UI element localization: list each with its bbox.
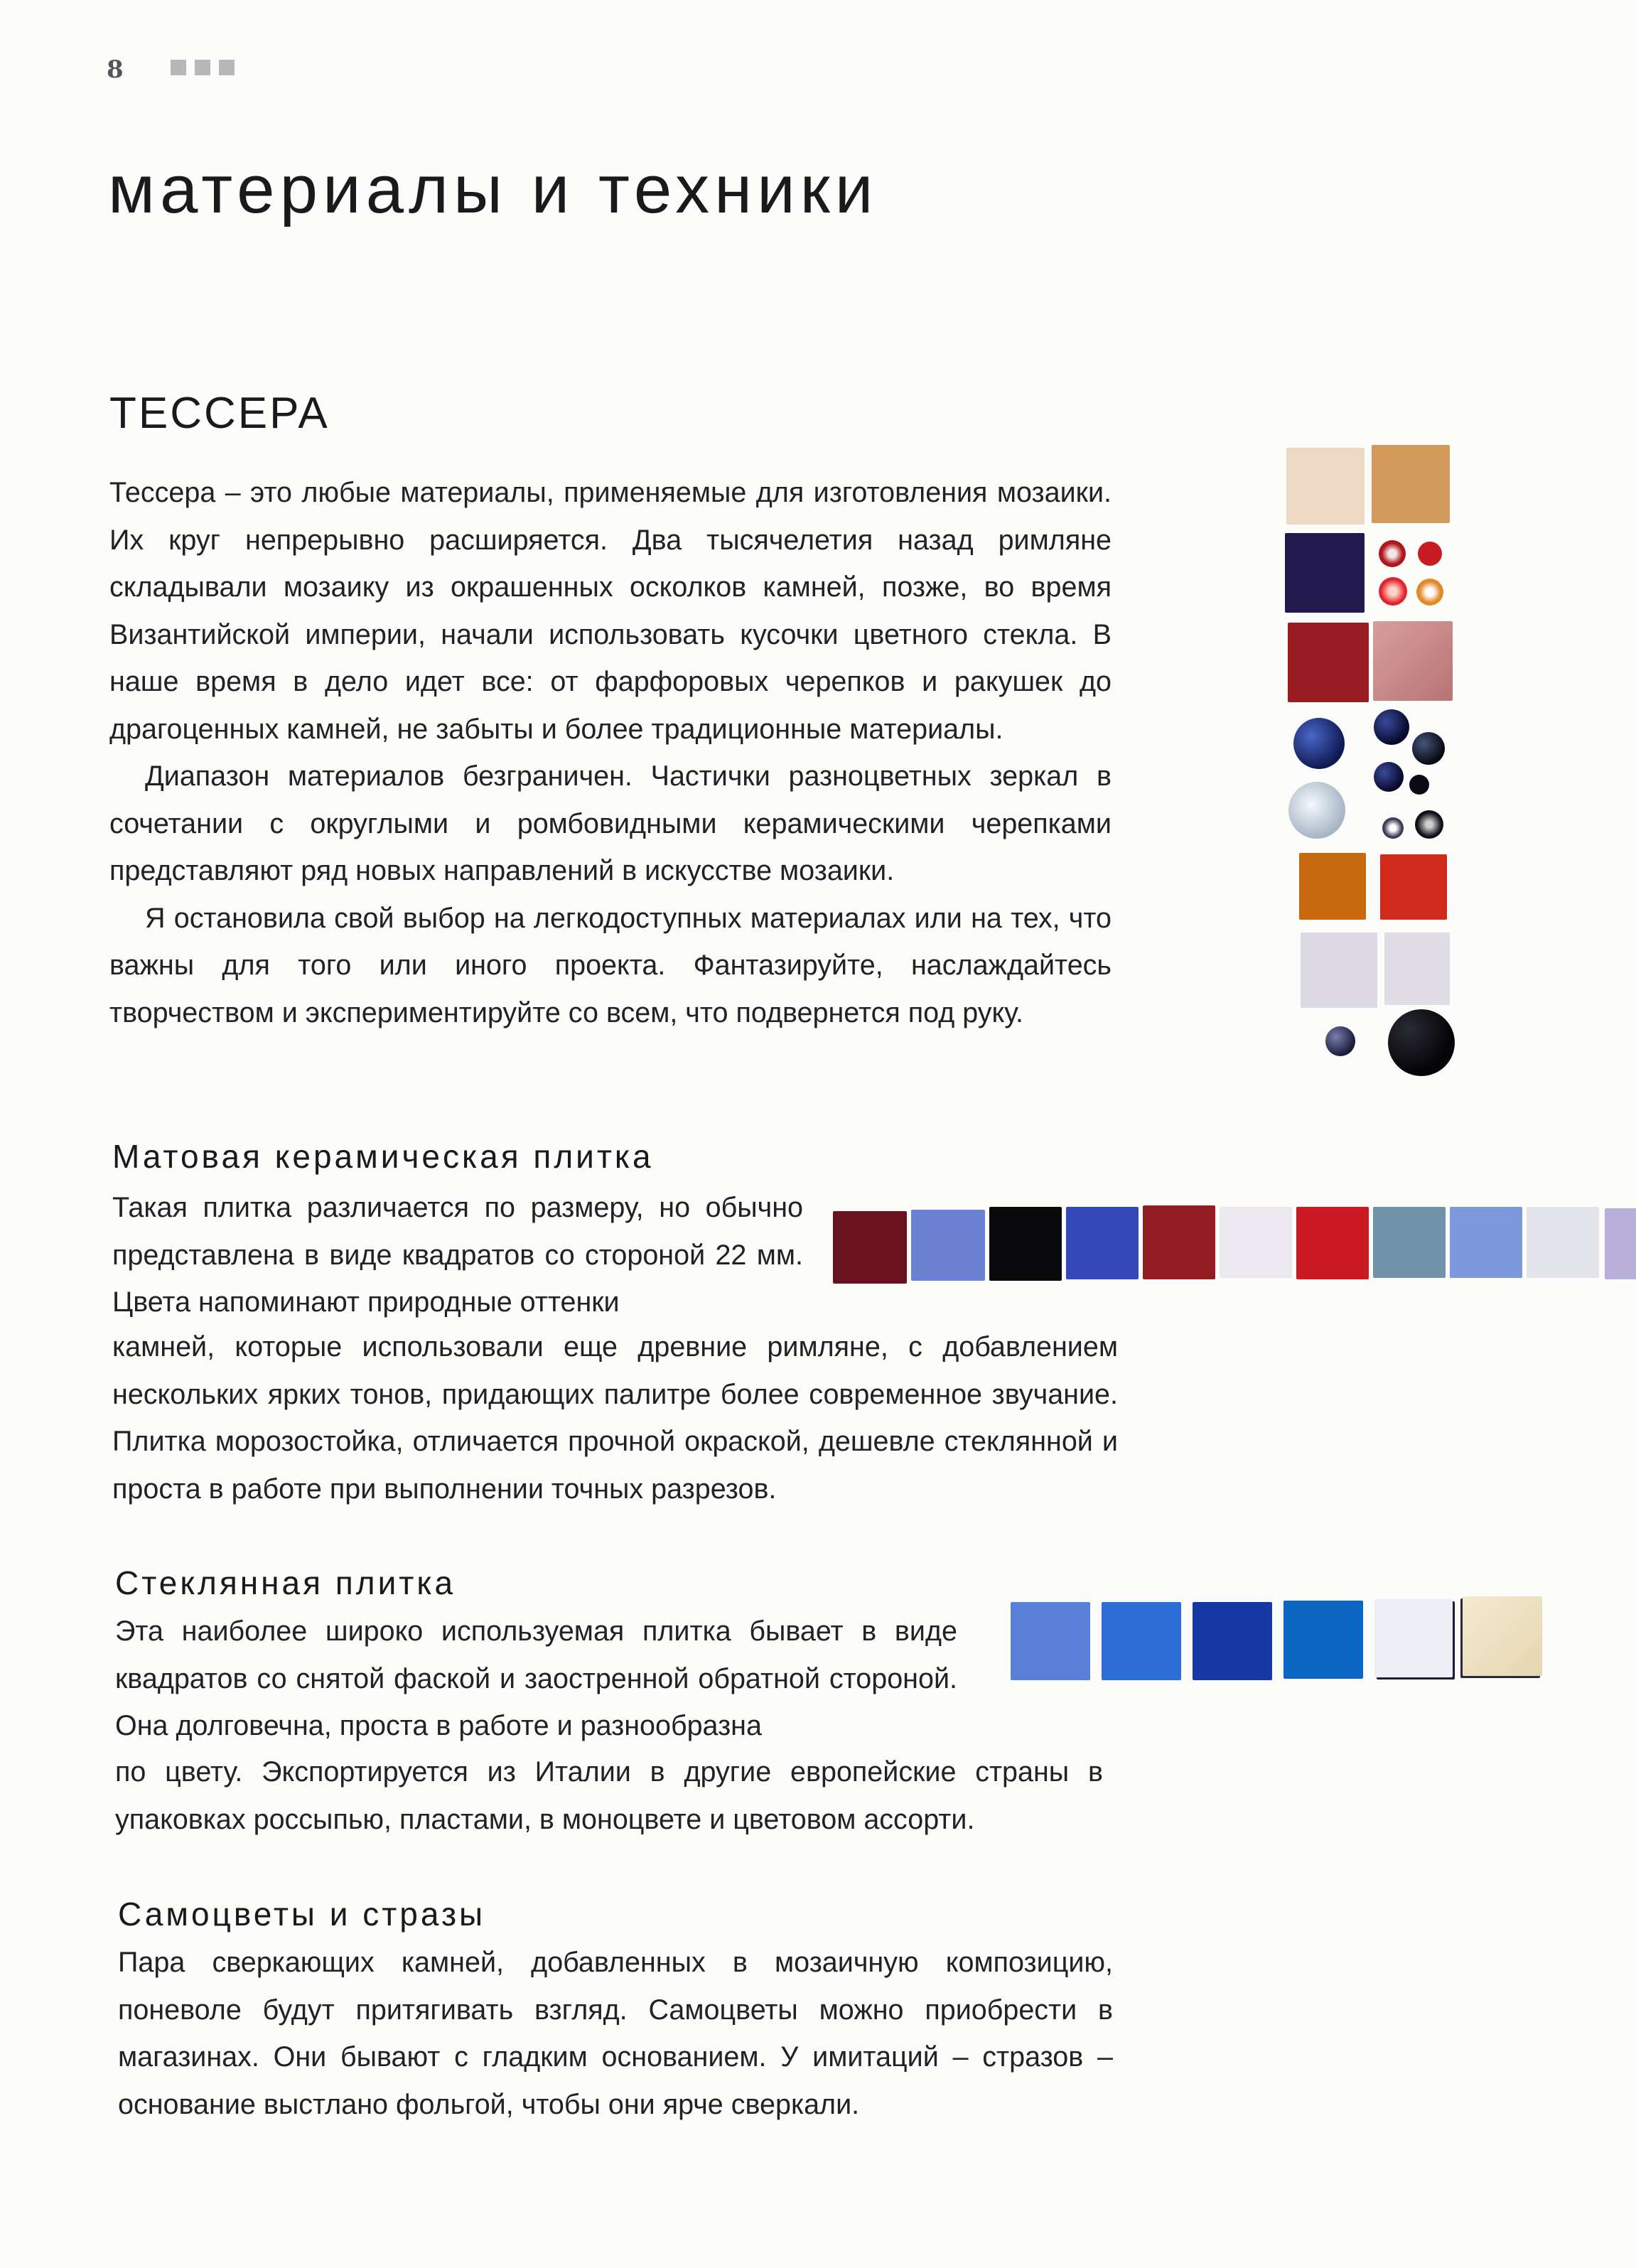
glass-tile-white	[1374, 1599, 1453, 1677]
matte-tile-red	[1296, 1207, 1369, 1279]
sample-tile-orange	[1299, 853, 1366, 920]
glass-gem-clear	[1288, 782, 1345, 839]
tessera-paragraph-2: Диапазон материалов безграничен. Частички разноцветных зеркал в сочетании с округлыми и ромбовидными керамическими черепками представляют ряд новых направлений в искусстве мозаики.	[109, 761, 1112, 886]
matte-tile-light-blue	[1450, 1207, 1522, 1278]
glass-tile-sky-blue	[1011, 1602, 1090, 1680]
millefiori-bead-1	[1379, 540, 1406, 567]
glass-gem-black-2	[1409, 775, 1429, 795]
matte-tile-cornflower	[911, 1210, 985, 1281]
glass-gem-blue	[1293, 718, 1345, 769]
sample-tile-red	[1380, 854, 1447, 920]
matte-tile-text-wide: камней, которые использовали еще древние римляне, с добавлением нескольких ярких тонов, придающих палитре более современное звучание. Плитка морозостойка, отличается прочной окраской, дешевле стеклянной и проста в работе при выполнении точных разрезов.	[112, 1331, 1118, 1505]
gems-text: Пара сверкающих камней, добавленных в мозаичную композицию, поневоле будут притягивать взгляд. Самоцветы можно приобрести в магазинах. Они бывают с гладким основанием. У имитаций – стразов – основание выстлано фольгой, чтобы они ярче сверкали.	[118, 1947, 1113, 2120]
sample-tile-crimson	[1288, 623, 1369, 702]
millefiori-bead-3	[1416, 579, 1443, 606]
glass-gem-small-2	[1415, 810, 1443, 839]
matte-tile-wine	[833, 1211, 907, 1284]
header-ornament	[171, 60, 249, 78]
matte-tile-pale-grey	[1527, 1207, 1599, 1278]
tessera-paragraph-3: Я остановила свой выбор на легкодоступных материалах или на тех, что важны для того или иного проекта. Фантазируйте, наслаждайтесь творчеством и экспериментируйте со всем, что подвернется под руку.	[109, 902, 1112, 1028]
sample-tile-ochre	[1372, 445, 1450, 523]
matte-tile-slate-blue	[1373, 1207, 1446, 1278]
subsection-title-glass-tile: Стеклянная плитка	[115, 1564, 456, 1601]
matte-tile-dark-red	[1143, 1205, 1215, 1279]
glass-tile-cream	[1463, 1596, 1542, 1676]
glass-tile-text-wide: по цвету. Экспортируется из Италии в другие европейские страны в упаковках россыпью, пластами, в моноцвете и цветовом ассорти.	[115, 1756, 1103, 1835]
tessera-text	[109, 469, 1112, 1036]
millefiori-bead-2	[1379, 577, 1407, 606]
matte-tile-black	[989, 1207, 1062, 1281]
tessera-paragraph-1: Тессера – это любые материалы, применяемые для изготовления мозаики. Их круг непрерывно расширяется. Два тысячелетия назад римляне складывали мозаику из окрашенных осколков камней, позже, во время Византийской империи, начали использовать кусочки цветного стекла. В наше время в дело идет все: от фарфоровых черепков и ракушек до драгоценных камней, не забыты и более традиционные материалы.	[109, 477, 1112, 745]
sample-tile-indigo	[1285, 533, 1365, 613]
sample-tile-pale	[1384, 933, 1450, 1005]
glass-gem-navy-1	[1374, 709, 1409, 745]
tessera-samples-image	[1276, 441, 1460, 1080]
glass-gem-small-1	[1382, 817, 1404, 839]
chapter-title: материалы и техники	[108, 151, 878, 227]
matte-tile-text-narrow: Такая плитка различается по размеру, но обычно представлена в виде квадратов со стороной 22 мм. Цвета напоминают природные оттенки	[112, 1192, 803, 1318]
sample-tile-cream	[1286, 448, 1365, 525]
page-number: 8	[107, 55, 124, 84]
glass-gem-black-1	[1412, 732, 1445, 765]
glass-gem-black-large	[1388, 1009, 1455, 1076]
glass-tile-ocean-blue	[1283, 1601, 1363, 1679]
red-bead-1	[1418, 542, 1442, 566]
glass-gem-navy-2	[1374, 762, 1404, 792]
matte-tile-palette-image	[830, 1203, 1636, 1289]
section-title-tessera: ТЕССЕРА	[109, 389, 330, 438]
sample-tile-lavender	[1301, 933, 1377, 1008]
matte-tile-lilac	[1605, 1208, 1636, 1279]
glass-tile-palette-image	[1008, 1592, 1548, 1692]
glass-tile-cobalt	[1193, 1602, 1272, 1680]
matte-tile-white	[1220, 1207, 1292, 1278]
glass-tile-azure	[1102, 1602, 1181, 1680]
sample-tile-rose	[1373, 621, 1453, 701]
glass-tile-text-narrow: Эта наиболее широко используемая плитка бывает в виде квадратов со снятой фаской и заостренной обратной стороной. Она долговечна, проста в работе и разнообразна	[115, 1616, 957, 1741]
subsection-title-matte-tile: Матовая керамическая плитка	[112, 1138, 654, 1175]
glass-gem-violet	[1325, 1026, 1355, 1056]
matte-tile-royal-blue	[1066, 1207, 1139, 1279]
subsection-title-gems: Самоцветы и стразы	[118, 1896, 486, 1933]
